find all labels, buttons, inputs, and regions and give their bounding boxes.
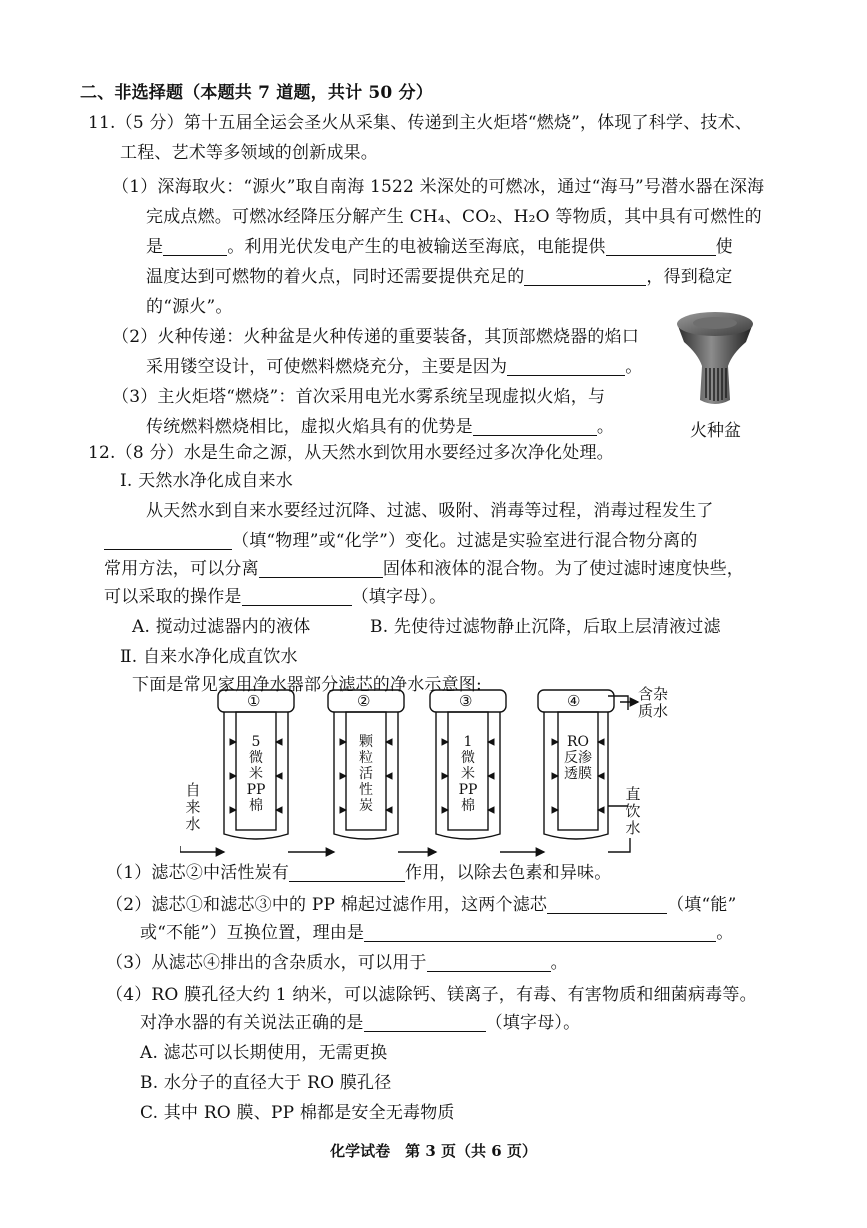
q11-p2-line1: （2）火种传递：火种盆是火种传递的重要装备，其顶部燃烧器的焰口: [112, 327, 640, 347]
q12-s4-option-a: A. 滤芯可以长期使用，无需更换: [140, 1043, 388, 1063]
q11-p2-line2: [146, 356, 642, 378]
q12-s3b: 。: [550, 953, 568, 973]
q12-s4-line2: [140, 1012, 580, 1034]
q12-part1-line2: [104, 530, 698, 552]
q11-p1-line3: [146, 236, 733, 258]
waste-outlet-label: 含杂质水: [637, 685, 668, 720]
q12-part2-title: Ⅱ. 自来水净化成直饮水: [120, 647, 298, 667]
page-footer: 化学试卷 第 3 页（共 6 页）: [330, 1142, 537, 1160]
answer-blank-1[interactable]: [163, 237, 227, 256]
answer-blank-8[interactable]: [242, 587, 352, 606]
q11-head-line1: 11.（5 分）第十五届全运会圣火从采集、传递到主火炬塔“燃烧”，体现了科学、技术、: [88, 113, 753, 133]
q12-part1-line1: 从天然水到自来水要经过沉降、过滤、吸附、消毒等过程，消毒过程发生了: [146, 501, 714, 521]
q11-p3-line2: [146, 416, 614, 438]
q11-p2-2b: 。: [625, 357, 643, 377]
q12-part1-3a: 常用方法，可以分离: [104, 559, 259, 579]
q11-p3-line1: （3）主火炬塔“燃烧”：首次采用电光水雾系统呈现虚拟火焰，与: [112, 387, 606, 407]
q12-s2c: 或“不能”）互换位置，理由是: [140, 923, 365, 943]
answer-blank-4[interactable]: [507, 357, 625, 376]
filter-1-label: 5微米PP棉: [246, 734, 266, 814]
q11-p1-3c: 使: [715, 237, 733, 257]
purifier-diagram: [180, 686, 700, 861]
q12-part1-2: （填“物理”或“化学”）变化。过滤是实验室进行混合物分离的: [232, 531, 698, 551]
q12-s4-2a: 对净水器的有关说法正确的是: [140, 1013, 364, 1033]
answer-blank-9[interactable]: [289, 863, 405, 882]
q11-p1-line1: （1）深海取火：“源火”取自南海 1522 米深处的可燃冰，通过“海马”号潜水器在深海: [112, 177, 765, 197]
answer-blank-3[interactable]: [524, 267, 646, 286]
filter-2-label: 颗粒活性炭: [359, 734, 373, 814]
section-title: 二、非选择题（本题共 7 道题，共计 50 分）: [80, 83, 433, 103]
q11-p1-4a: 温度达到可燃物的着火点，同时还需要提供充足的: [146, 267, 525, 287]
answer-blank-11[interactable]: [364, 923, 716, 942]
q12-part1-4b: （填字母）。: [351, 587, 447, 607]
q12-s2b: （填“能”: [667, 895, 737, 915]
q12-part1-4a: 可以采取的操作是: [104, 587, 242, 607]
q12-option-b: B. 先使待过滤物静止沉降，后取上层清液过滤: [370, 617, 721, 637]
answer-blank-5[interactable]: [473, 417, 597, 436]
image-caption: 火种盆: [690, 421, 741, 441]
q11-p1-4b: ，得到稳定: [646, 267, 733, 287]
answer-blank-6[interactable]: [104, 531, 232, 550]
pure-outlet-label: 直饮水: [625, 785, 641, 837]
q12-part1-line4: [104, 586, 446, 608]
q11-p3-2b: 。: [596, 417, 615, 437]
q12-s2-line1: [106, 894, 737, 916]
q12-s4-line1: （4）RO 膜孔径大约 1 纳米，可以滤除钙、镁离子，有毒、有害物质和细菌病毒等。: [106, 985, 757, 1005]
filter-1-number: ①: [247, 692, 261, 710]
filter-2-number: ②: [357, 692, 371, 710]
q11-p1-line2: 完成点燃。可燃冰经降压分解产生 CH₄、CO₂、H₂O 等物质，其中具有可燃性的: [146, 207, 762, 227]
filter-4-label: RO反渗透膜: [564, 734, 592, 782]
q12-part1-line3: [104, 558, 744, 580]
q12-s4-2b: （填字母）。: [485, 1013, 581, 1033]
q12-s2-line2: [140, 922, 733, 944]
filter-3-number: ③: [459, 692, 473, 710]
inlet-label: 自来水: [185, 781, 201, 833]
q12-part1-title: Ⅰ. 天然水净化成自来水: [120, 471, 293, 491]
answer-blank-7[interactable]: [259, 559, 383, 578]
q12-s2a: （2）滤芯①和滤芯③中的 PP 棉起过滤作用，这两个滤芯: [106, 895, 548, 915]
q12-head: 12.（8 分）水是生命之源，从天然水到饮用水要经过多次净化处理。: [88, 443, 614, 463]
q12-s1b: 作用，以除去色素和异味。: [405, 863, 612, 883]
q11-head-line2: 工程、艺术等多领域的创新成果。: [120, 143, 378, 163]
fire-basin-image: [672, 308, 758, 408]
q12-s1a: （1）滤芯②中活性炭有: [106, 863, 290, 883]
answer-blank-13[interactable]: [364, 1013, 486, 1032]
q12-part2-intro: 下面是常见家用净水器部分滤芯的净水示意图:: [132, 675, 482, 695]
filter-3-label: 1微米PP棉: [458, 734, 478, 814]
q12-part1-3b: 固体和液体的混合物。为了使过滤时速度快些，: [382, 559, 745, 579]
q11-p1-line4: [146, 266, 732, 288]
q12-s2d: 。: [716, 923, 734, 943]
answer-blank-12[interactable]: [427, 953, 551, 972]
q12-s3: [106, 952, 568, 974]
q11-p1-3a: 是: [146, 237, 164, 257]
q11-p2-2a: 采用镂空设计，可使燃料燃烧充分，主要是因为: [146, 357, 508, 377]
q12-s4-option-c: C. 其中 RO 膜、PP 棉都是安全无毒物质: [140, 1103, 455, 1123]
answer-blank-10[interactable]: [547, 895, 667, 914]
q12-option-a: A. 搅动过滤器内的液体: [132, 617, 311, 637]
q12-s3a: （3）从滤芯④排出的含杂质水，可以用于: [106, 953, 427, 973]
answer-blank-2[interactable]: [606, 237, 716, 256]
q12-s4-option-b: B. 水分子的直径大于 RO 膜孔径: [140, 1073, 392, 1093]
q11-p3-2a: 传统燃料燃烧相比，虚拟火焰具有的优势是: [146, 417, 473, 437]
q12-s1: [106, 862, 611, 884]
filter-4-number: ④: [567, 692, 581, 710]
q11-p1-line5: 的“源火”。: [146, 297, 233, 317]
q11-p1-3b: 。利用光伏发电产生的电被输送至海底，电能提供: [227, 237, 606, 257]
